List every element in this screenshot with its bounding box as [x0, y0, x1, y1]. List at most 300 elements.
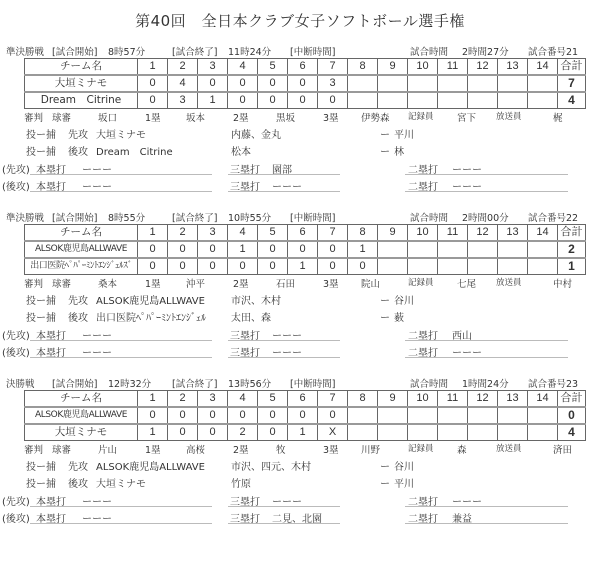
round-label: 準決勝戦	[6, 213, 45, 224]
third-base-umpire: 院山	[361, 279, 381, 290]
inning-score	[468, 407, 498, 424]
inning-header: 1	[138, 225, 168, 242]
inning-header: 2	[168, 59, 198, 76]
inning-score: 0	[138, 241, 168, 258]
inning-header: 9	[378, 391, 408, 408]
inning-score: 0	[318, 241, 348, 258]
scoreboard-table	[24, 224, 586, 275]
inning-score: 0	[288, 75, 318, 92]
inning-score	[498, 92, 528, 109]
inning-score	[438, 407, 468, 424]
total-score: 0	[558, 407, 586, 424]
duration-value: 1時間24分	[462, 379, 509, 390]
catchers: 平川	[394, 130, 414, 141]
double-label: 二塁打	[408, 497, 438, 508]
umpires-row	[0, 276, 600, 289]
hr-label: 本塁打	[36, 497, 66, 508]
inning-score	[438, 241, 468, 258]
inning-header: 9	[378, 59, 408, 76]
hr-value: ーーー	[82, 514, 112, 525]
announcer-name: 済田	[553, 445, 573, 456]
battery-row-bottom	[0, 143, 600, 157]
inning-score: 1	[138, 424, 168, 441]
pitchers: 太田、森	[231, 313, 271, 324]
top-label: 先攻	[68, 130, 88, 141]
second-base-umpire: 石田	[276, 279, 296, 290]
scoreboard-header-row	[25, 59, 586, 76]
recorder-name: 宮下	[457, 113, 477, 124]
bottom-label: 後攻	[68, 147, 88, 158]
underline	[30, 357, 212, 358]
inning-score: 0	[258, 424, 288, 441]
inning-score: 1	[348, 241, 378, 258]
inning-score: 2	[228, 424, 258, 441]
triple-value: 園部	[272, 165, 292, 176]
inning-score: 0	[138, 258, 168, 275]
scoreboard-header-row	[25, 225, 586, 242]
plate-umpire: 桑本	[98, 279, 118, 290]
battery-row-top	[0, 292, 600, 306]
dash: ー	[380, 479, 390, 490]
game-header	[0, 376, 600, 390]
page-title: 第40回 全日本クラブ女子ソフトボール選手権	[135, 12, 465, 30]
inning-score: 1	[288, 258, 318, 275]
third-base-label: 3塁	[323, 113, 339, 124]
end-time: 11時24分	[228, 47, 272, 58]
inning-score	[348, 424, 378, 441]
inning-score	[498, 407, 528, 424]
total-header: 合計	[558, 59, 586, 76]
first-base-umpire: 沖平	[186, 279, 206, 290]
inning-header: 12	[468, 225, 498, 242]
inning-header: 11	[438, 225, 468, 242]
round-label: 決勝戦	[6, 379, 35, 390]
interruption-label: [中断時間]	[290, 47, 336, 58]
inning-score: 1	[228, 241, 258, 258]
battery-label: 投ー捕	[26, 313, 56, 324]
double-value: 兼益	[452, 514, 472, 525]
battery-team: ALSOK鹿児島ALLWAVE	[96, 462, 205, 473]
inning-score: 0	[258, 75, 288, 92]
inning-score: 0	[138, 75, 168, 92]
double-label: 二塁打	[408, 514, 438, 525]
scoreboard-team-row	[25, 258, 586, 275]
inning-score	[438, 92, 468, 109]
underline	[405, 340, 568, 341]
inning-score: 0	[198, 258, 228, 275]
battery-team: 大垣ミナモ	[96, 479, 146, 490]
inning-score: 0	[168, 241, 198, 258]
triple-label: 三塁打	[230, 497, 260, 508]
inning-score	[528, 241, 558, 258]
extra-base-hits-bottom	[0, 510, 600, 525]
first-base-label: 1塁	[145, 445, 161, 456]
dash: ー	[380, 313, 390, 324]
extra-base-hits-bottom	[0, 178, 600, 193]
recorder-label: 記録員	[408, 444, 434, 454]
scoreboard-team-row	[25, 241, 586, 258]
inning-header: 8	[348, 59, 378, 76]
inning-header: 6	[288, 59, 318, 76]
inning-score	[528, 424, 558, 441]
first-base-umpire: 坂本	[186, 113, 206, 124]
battery-row-top	[0, 458, 600, 472]
third-base-umpire: 伊勢森	[361, 113, 390, 124]
inning-score	[378, 424, 408, 441]
announcer-label: 放送員	[496, 278, 522, 288]
recorder-label: 記録員	[408, 112, 434, 122]
triple-value: ーーー	[272, 331, 302, 342]
inning-header: 11	[438, 59, 468, 76]
third-base-label: 3塁	[323, 445, 339, 456]
end-time: 10時55分	[228, 213, 272, 224]
inning-header: 1	[138, 59, 168, 76]
inning-score: 0	[258, 258, 288, 275]
battery-team: 大垣ミナモ	[96, 130, 146, 141]
inning-score: 0	[228, 407, 258, 424]
inning-score: 0	[228, 92, 258, 109]
inning-score	[408, 92, 438, 109]
top-label: 先攻	[68, 462, 88, 473]
inning-header: 7	[318, 59, 348, 76]
inning-score	[468, 75, 498, 92]
first-base-umpire: 高桜	[186, 445, 206, 456]
inning-score: 0	[168, 407, 198, 424]
battery-label: 投ー捕	[26, 296, 56, 307]
inning-score: 0	[288, 241, 318, 258]
double-value: ーーー	[452, 165, 482, 176]
end-label: [試合終了]	[172, 47, 218, 58]
umpire-label: 審判	[24, 113, 44, 124]
inning-header: 13	[498, 59, 528, 76]
inning-header: 9	[378, 225, 408, 242]
triple-label: 三塁打	[230, 514, 260, 525]
dash: ー	[380, 462, 390, 473]
inning-score	[528, 407, 558, 424]
inning-score	[408, 258, 438, 275]
inning-header: 12	[468, 391, 498, 408]
scoreboard-team-row	[25, 424, 586, 441]
dash: ー	[380, 296, 390, 307]
double-label: 二塁打	[408, 348, 438, 359]
battery-row-bottom	[0, 475, 600, 489]
inning-score	[348, 75, 378, 92]
inning-header: 3	[198, 59, 228, 76]
underline	[405, 191, 568, 192]
triple-label: 三塁打	[230, 348, 260, 359]
double-value: ーーー	[452, 348, 482, 359]
inning-header: 8	[348, 391, 378, 408]
inning-score	[468, 258, 498, 275]
game-number-value: 22	[566, 213, 579, 224]
battery-row-bottom	[0, 309, 600, 323]
plate-umpire: 坂口	[98, 113, 118, 124]
inning-score: 0	[258, 92, 288, 109]
inning-score	[408, 424, 438, 441]
announcer-label: 放送員	[496, 444, 522, 454]
triple-label: 三塁打	[230, 165, 260, 176]
team-name-header: チーム名	[25, 225, 138, 242]
triple-label: 三塁打	[230, 182, 260, 193]
inning-score: 0	[258, 241, 288, 258]
dash: ー	[380, 130, 390, 141]
end-time: 13時56分	[228, 379, 272, 390]
duration-label: 試合時間	[410, 213, 449, 224]
inning-header: 6	[288, 391, 318, 408]
scoreboard-header-row	[25, 391, 586, 408]
plate-umpire-label: 球審	[52, 113, 72, 124]
pitchers: 市沢、木村	[231, 296, 281, 307]
inning-header: 4	[228, 225, 258, 242]
underline	[228, 357, 340, 358]
inning-score: 0	[228, 258, 258, 275]
second-base-umpire: 牧	[276, 445, 286, 456]
hr-label: 本塁打	[36, 331, 66, 342]
inning-header: 2	[168, 225, 198, 242]
scoreboard-table	[24, 390, 586, 441]
pitchers: 市沢、四元、木村	[231, 462, 311, 473]
third-base-label: 3塁	[323, 279, 339, 290]
underline	[228, 340, 340, 341]
team-name: 出口医院ﾍﾟﾊﾟｰﾐﾝﾄｴﾝｼﾞｪﾙｽﾞ	[25, 258, 138, 275]
inning-header: 3	[198, 225, 228, 242]
game-header	[0, 44, 600, 58]
first-base-label: 1塁	[145, 279, 161, 290]
inning-score	[528, 258, 558, 275]
double-value: ーーー	[452, 182, 482, 193]
end-label: [試合終了]	[172, 213, 218, 224]
underline	[405, 174, 568, 175]
inning-score	[528, 92, 558, 109]
hr-value: ーーー	[82, 331, 112, 342]
inning-header: 4	[228, 59, 258, 76]
duration-label: 試合時間	[410, 47, 449, 58]
plate-umpire-label: 球審	[52, 445, 72, 456]
total-score: 4	[558, 92, 586, 109]
bottom-paren-label: (後攻)	[2, 514, 30, 525]
announcer-name: 中村	[553, 279, 573, 290]
inning-header: 10	[408, 225, 438, 242]
inning-header: 3	[198, 391, 228, 408]
inning-score	[528, 75, 558, 92]
game-number-label: 試合番号	[528, 213, 567, 224]
round-label: 準決勝戦	[6, 47, 45, 58]
pitchers: 松本	[231, 147, 251, 158]
inning-score: 0	[168, 258, 198, 275]
underline	[228, 523, 340, 524]
start-label: [試合開始]	[52, 213, 98, 224]
hr-label: 本塁打	[36, 165, 66, 176]
extra-base-hits-top	[0, 327, 600, 342]
double-label: 二塁打	[408, 331, 438, 342]
double-label: 二塁打	[408, 165, 438, 176]
bottom-paren-label: (後攻)	[2, 348, 30, 359]
triple-value: 二見、北園	[272, 514, 322, 525]
total-score: 1	[558, 258, 586, 275]
underline	[405, 523, 568, 524]
bottom-paren-label: (後攻)	[2, 182, 30, 193]
inning-header: 5	[258, 391, 288, 408]
catchers: 谷川	[394, 462, 414, 473]
game-number	[528, 376, 578, 390]
inning-score: 0	[318, 258, 348, 275]
inning-score: X	[318, 424, 348, 441]
battery-team: Dream Citrine	[96, 147, 173, 158]
triple-value: ーーー	[272, 497, 302, 508]
underline	[30, 506, 212, 507]
inning-header: 11	[438, 391, 468, 408]
inning-header: 5	[258, 59, 288, 76]
inning-score: 0	[318, 407, 348, 424]
hr-value: ーーー	[82, 348, 112, 359]
catchers: 谷川	[394, 296, 414, 307]
inning-score: 0	[228, 75, 258, 92]
umpires-row	[0, 110, 600, 123]
inning-score: 0	[198, 241, 228, 258]
start-time: 8時57分	[108, 47, 146, 58]
inning-score	[378, 258, 408, 275]
inning-header: 14	[528, 391, 558, 408]
start-label: [試合開始]	[52, 379, 98, 390]
hr-value: ーーー	[82, 497, 112, 508]
catchers: 薮	[394, 313, 404, 324]
inning-header: 5	[258, 225, 288, 242]
inning-header: 1	[138, 391, 168, 408]
inning-header: 13	[498, 225, 528, 242]
inning-score	[438, 258, 468, 275]
total-score: 2	[558, 241, 586, 258]
inning-score: 0	[198, 75, 228, 92]
inning-header: 4	[228, 391, 258, 408]
inning-score	[378, 407, 408, 424]
inning-score: 0	[138, 407, 168, 424]
hr-label: 本塁打	[36, 514, 66, 525]
announcer-label: 放送員	[496, 112, 522, 122]
inning-header: 8	[348, 225, 378, 242]
inning-header: 6	[288, 225, 318, 242]
pitchers: 内藤、金丸	[231, 130, 281, 141]
hr-label: 本塁打	[36, 348, 66, 359]
underline	[405, 357, 568, 358]
underline	[228, 506, 340, 507]
hr-value: ーーー	[82, 182, 112, 193]
recorder-name: 森	[457, 445, 467, 456]
extra-base-hits-bottom	[0, 344, 600, 359]
inning-score: 0	[258, 407, 288, 424]
game-number-label: 試合番号	[528, 47, 567, 58]
inning-score	[438, 424, 468, 441]
total-score: 7	[558, 75, 586, 92]
inning-score: 3	[168, 92, 198, 109]
game-number-label: 試合番号	[528, 379, 567, 390]
inning-score: 0	[318, 92, 348, 109]
plate-umpire-label: 球審	[52, 279, 72, 290]
team-name: 大垣ミナモ	[25, 75, 138, 92]
duration-label: 試合時間	[410, 379, 449, 390]
inning-score: 0	[288, 92, 318, 109]
inning-header: 13	[498, 391, 528, 408]
inning-score: 0	[168, 424, 198, 441]
inning-score: 0	[198, 424, 228, 441]
end-label: [試合終了]	[172, 379, 218, 390]
duration-value: 2時間27分	[462, 47, 509, 58]
double-label: 二塁打	[408, 182, 438, 193]
interruption-label: [中断時間]	[290, 213, 336, 224]
total-score: 4	[558, 424, 586, 441]
first-base-label: 1塁	[145, 113, 161, 124]
second-base-label: 2塁	[233, 445, 249, 456]
triple-label: 三塁打	[230, 331, 260, 342]
inning-score	[498, 424, 528, 441]
battery-label: 投ー捕	[26, 147, 56, 158]
extra-base-hits-top	[0, 161, 600, 176]
inning-score	[378, 92, 408, 109]
game-number	[528, 210, 578, 224]
inning-header: 7	[318, 391, 348, 408]
second-base-label: 2塁	[233, 113, 249, 124]
scoreboard-team-row	[25, 407, 586, 424]
inning-score	[438, 75, 468, 92]
inning-score: 0	[288, 407, 318, 424]
top-paren-label: (先攻)	[2, 497, 30, 508]
top-label: 先攻	[68, 296, 88, 307]
team-name: Dream Citrine	[25, 92, 138, 109]
battery-team: ALSOK鹿児島ALLWAVE	[96, 296, 205, 307]
hr-label: 本塁打	[36, 182, 66, 193]
inning-score	[468, 241, 498, 258]
bottom-label: 後攻	[68, 479, 88, 490]
inning-score: 1	[288, 424, 318, 441]
team-name: 大垣ミナモ	[25, 424, 138, 441]
triple-value: ーーー	[272, 182, 302, 193]
inning-score: 4	[168, 75, 198, 92]
underline	[405, 506, 568, 507]
inning-header: 12	[468, 59, 498, 76]
game-header	[0, 210, 600, 224]
inning-header: 10	[408, 391, 438, 408]
start-time: 12時32分	[108, 379, 152, 390]
inning-score: 0	[348, 258, 378, 275]
battery-label: 投ー捕	[26, 479, 56, 490]
scoreboard-team-row	[25, 75, 586, 92]
catchers: 林	[394, 147, 404, 158]
scoreboard-table	[24, 58, 586, 109]
inning-score	[348, 92, 378, 109]
double-value: ーーー	[452, 497, 482, 508]
triple-value: ーーー	[272, 348, 302, 359]
inning-score: 3	[318, 75, 348, 92]
umpire-label: 審判	[24, 445, 44, 456]
underline	[30, 191, 212, 192]
battery-row-top	[0, 126, 600, 140]
bottom-label: 後攻	[68, 313, 88, 324]
team-name-header: チーム名	[25, 391, 138, 408]
underline	[30, 523, 212, 524]
inning-score	[468, 92, 498, 109]
inning-header: 10	[408, 59, 438, 76]
inning-header: 14	[528, 225, 558, 242]
extra-base-hits-top	[0, 493, 600, 508]
second-base-umpire: 黒坂	[276, 113, 296, 124]
inning-score: 0	[198, 407, 228, 424]
umpires-row	[0, 442, 600, 455]
game-number-value: 21	[566, 47, 579, 58]
plate-umpire: 片山	[98, 445, 118, 456]
inning-score	[378, 241, 408, 258]
inning-score	[498, 75, 528, 92]
inning-score	[378, 75, 408, 92]
battery-label: 投ー捕	[26, 130, 56, 141]
